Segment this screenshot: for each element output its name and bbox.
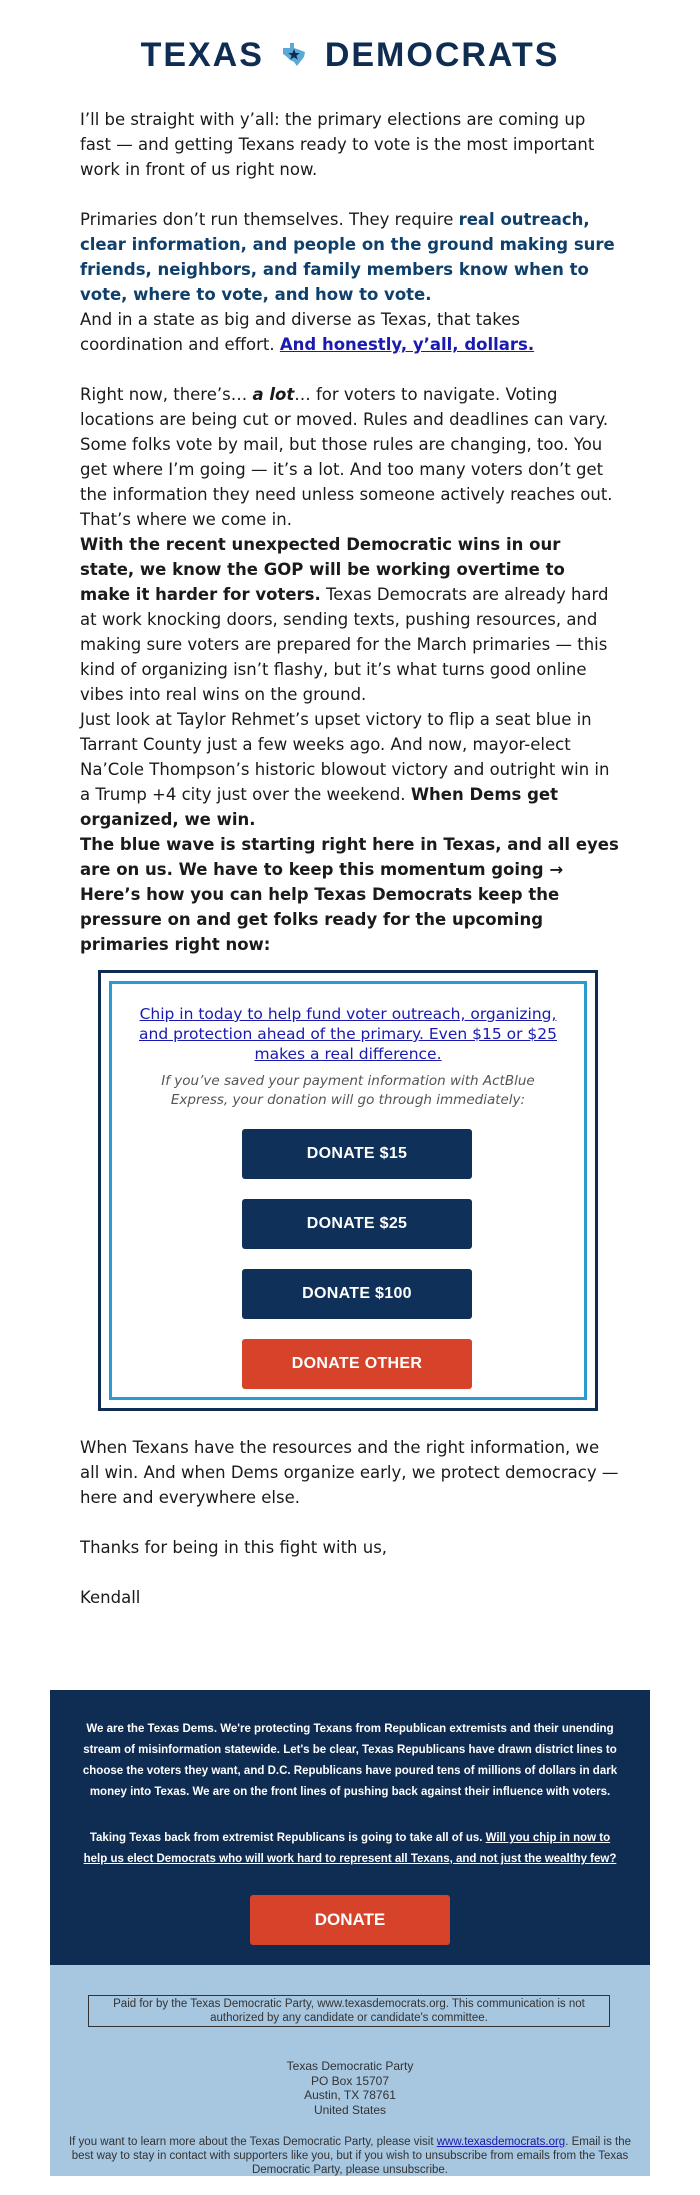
paragraph-text: I’ll be straight with y’all: the primary elections are coming up fast — and getting Texans ready to vote is the most important work in front of us right now.: [80, 110, 595, 179]
paragraph-text: And in a state as big and diverse as Texas, that takes coordination and effort.: [80, 310, 521, 354]
dollars-link[interactable]: And honestly, y’all, dollars.: [279, 335, 535, 354]
mailing-address: [50, 2059, 650, 2117]
unsubscribe-text: [60, 2135, 640, 2177]
paragraph-text: … for voters to navigate. Voting locations are being cut or moved. Rules and deadlines can vary. Some folks vote by mail, but those rules are changing, too. You get where I’m going — it’s a lot. And too many voters don’t get the information they need unless someone actively reaches out. That’s where we come in.: [80, 385, 613, 529]
address-line: United States: [313, 2102, 387, 2117]
website-link[interactable]: www.texasdemocrats.org: [436, 2136, 566, 2148]
highlight-text: real outreach, clear information, and people on the ground making sure friends, neighbors, and family members know when to vote, where to vote, and how to vote.: [80, 210, 615, 304]
paragraph-gop: [80, 532, 620, 707]
paragraph-thanks: [80, 1535, 620, 1560]
paragraph-text: Thanks for being in this fight with us,: [80, 1538, 388, 1557]
footer-ask: [80, 1828, 620, 1870]
bold-text: With the recent unexpected Democratic wins in our state, we know the GOP will be working overtime to make it harder for voters.: [80, 535, 565, 604]
address-line: Texas Democratic Party: [286, 2059, 414, 2073]
paragraph-blue-wave: [80, 832, 620, 957]
donate-15-button[interactable]: DONATE $15: [242, 1129, 472, 1179]
paragraph-text: When Texans have the resources and the right information, we all win. And when Dems organize early, we protect democracy — here and everywhere else.: [80, 1438, 619, 1507]
paragraph-dollars: [80, 307, 620, 357]
logo-text-left: TEXAS: [140, 36, 264, 74]
footer-legal-section: [50, 1965, 650, 2176]
paragraph-text: Primaries don’t run themselves. They require: [80, 210, 459, 229]
learn-text: . Email is the best way to stay in contact with supporters like you, but if you wish to unsubscribe from emails from the Texas Democratic Party, please unsubscribe.: [71, 2136, 632, 2176]
paragraph-text: Texas Democrats are already hard at work knocking doors, sending texts, pushing resources, and making sure voters are prepared for the March primaries — this kind of organizing isn’t flashy, but it’s what turns good online vibes into real wins on the ground.: [80, 585, 609, 704]
bold-text: When Dems get organized, we win.: [80, 785, 558, 829]
address-line: PO Box 15707: [310, 2073, 390, 2088]
learn-text: If you want to learn more about the Texas Democratic Party, please visit: [68, 2136, 437, 2148]
donate-other-button[interactable]: DONATE OTHER: [242, 1339, 472, 1389]
actblue-note: If you’ve saved your payment information with ActBlue Express, your donation will go through immediately:: [161, 1073, 535, 1108]
logo-text-right: DEMOCRATS: [324, 36, 560, 74]
donate-headline-link[interactable]: Chip in today to help fund voter outreach, organizing, and protection ahead of the primary. Even $15 or $25 makes a real difference.: [139, 1005, 557, 1063]
paid-for-disclaimer: Paid for by the Texas Democratic Party, www.texasdemocrats.org. This communication is not authorized by any candidate or candidate's committee.: [88, 1995, 610, 2027]
footer-ask-text: Taking Texas back from extremist Republicans is going to take all of us.: [89, 1832, 486, 1844]
signature: [80, 1585, 620, 1610]
paragraph-text: Just look at Taylor Rehmet’s upset victory to flip a seat blue in Tarrant County just a few weeks ago. And now, mayor-elect Na’Cole Thompson’s historic blowout victory and outright win in a Trump +4 city just over the weekend.: [80, 710, 610, 804]
paragraph-victories: [80, 707, 620, 832]
donate-box-inner: [109, 981, 587, 1400]
address-line: Austin, TX 78761: [304, 2088, 396, 2102]
footer-ask-link[interactable]: Will you chip in now to help us elect Democrats who will work hard to represent all Texans, and not just the wealthy few?: [83, 1832, 617, 1865]
texas-democrats-logo: [0, 36, 700, 77]
texas-star-icon: [279, 38, 309, 77]
footer-about-section: [50, 1690, 650, 1965]
footer-donate-button[interactable]: DONATE: [250, 1895, 450, 1945]
paragraph-closing: [80, 1435, 620, 1510]
paragraph-intro: [80, 107, 620, 182]
emphasis-text: a lot: [252, 385, 295, 404]
footer-about-text: We are the Texas Dems. We're protecting Texans from Republican extremists and their unending stream of misinformation statewide. Let's be clear, Texas Republicans have drawn district lines to choose the voters they want, and D.C. Republicans have poured tens of millions of dollars in dark money into Texas. We are on the front lines of pushing back against their influence with voters.: [82, 1723, 618, 1798]
donate-100-button[interactable]: DONATE $100: [242, 1269, 472, 1319]
paragraph-primaries: [80, 207, 620, 307]
signature-name: Kendall: [80, 1588, 141, 1607]
bold-text: The blue wave is starting right here in Texas, and all eyes are on us. We have to keep this momentum going → Here’s how you can help Texas Democrats keep the pressure on and get folks ready for the upcoming primaries right now:: [80, 835, 619, 954]
paragraph-navigate: [80, 382, 620, 532]
paragraph-text: Right now, there’s…: [80, 385, 253, 404]
donate-25-button[interactable]: DONATE $25: [242, 1199, 472, 1249]
donate-box: [98, 970, 598, 1411]
